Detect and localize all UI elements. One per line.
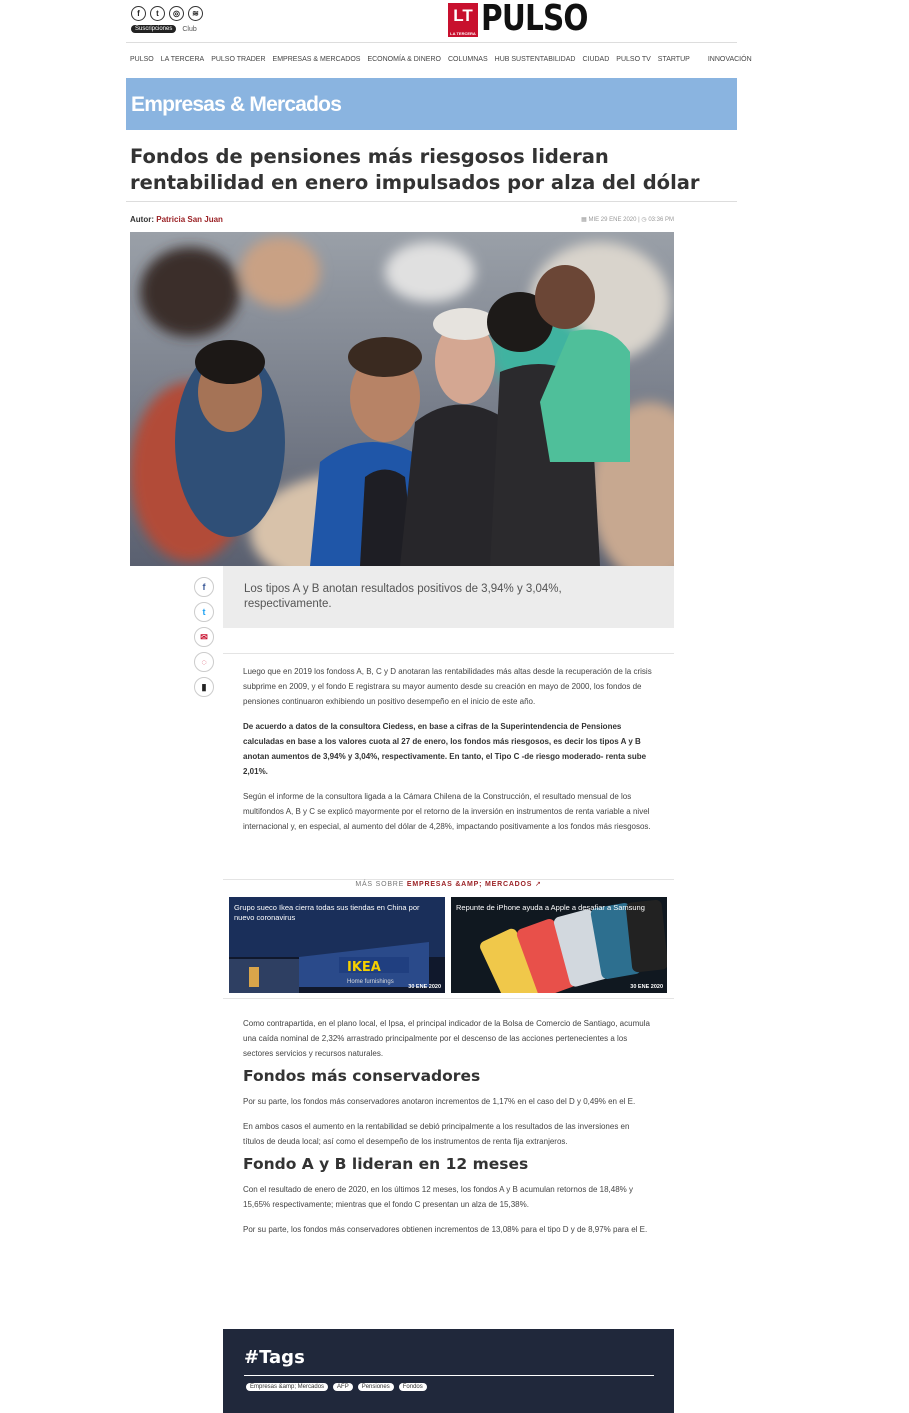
- comment-icon[interactable]: ◌: [194, 652, 214, 672]
- nav-pulso-tv[interactable]: PULSO TV: [616, 56, 651, 63]
- nav-innovacion[interactable]: INNOVACIÓN: [707, 56, 752, 63]
- lede-text: Los tipos A y B anotan resultados positivos de 3,94% y 3,04%, respectivamente.: [244, 583, 562, 610]
- nav-economia-dinero[interactable]: ECONOMÍA & DINERO: [367, 56, 441, 63]
- related-card-iphone[interactable]: [451, 897, 667, 993]
- author-label: Autor:: [130, 215, 154, 224]
- tags-title: #Tags: [244, 1347, 305, 1368]
- share-bar: [194, 577, 214, 697]
- spotify-icon[interactable]: ≋: [188, 6, 203, 21]
- paragraph: Como contrapartida, en el plano local, el Ipsa, el principal indicador de la Bolsa de Comercio de Santiago, acumula una caída nominal de 2,32% arrastrado principalmente por el descenso de las acciones pertenecientes a los sectores servicios y recursos naturales.: [243, 1019, 650, 1058]
- author-line: [130, 215, 223, 224]
- paragraph: Con el resultado de enero de 2020, en los últimos 12 meses, los fondos A y B acumulan retornos de 18,48% y 15,65% respectivamente; mientras que el fondo C presentan un alza de 15,38%.: [243, 1185, 634, 1209]
- bookmark-icon[interactable]: ▮: [194, 677, 214, 697]
- nav-ciudad[interactable]: CIUDAD: [582, 56, 610, 63]
- nav-pulso-trader[interactable]: PULSO TRADER: [211, 56, 266, 63]
- tags-list: [246, 1383, 427, 1391]
- nav-startup[interactable]: STARTUP: [657, 56, 690, 63]
- section-banner: [126, 78, 737, 130]
- paragraph: De acuerdo a datos de la consultora Ciedess, en base a cifras de la Superintendencia de Pensiones calculadas en base a los valores cuota al 27 de enero, los fondos más riesgosos, es decir los tipos A y B anotan aumentos de 3,94% y 3,04%, respectivamente. En tanto, el Tipo C -de riesgo moderado- renta sube 2,01%.: [243, 722, 647, 776]
- related-section-link[interactable]: EMPRESAS &AMP; MERCADOS: [406, 881, 533, 888]
- tag[interactable]: AFP: [333, 1383, 353, 1391]
- subscriptions-bar: [131, 25, 197, 33]
- paragraph: En ambos casos el aumento en la rentabilidad se debió principalmente a los resultados de las inversiones en títulos de deuda local; así como el desempeño de los instrumentos de renta fija extranjeros.: [243, 1122, 630, 1146]
- nav-empresas-mercados[interactable]: EMPRESAS & MERCADOS: [272, 56, 361, 63]
- article-title: Fondos de pensiones más riesgosos lideran rentabilidad en enero impulsados por alza del dólar: [130, 145, 700, 194]
- paragraph: Según el informe de la consultora ligada a la Cámara Chilena de la Construcción, el resultado mensual de los multifondos A, B y C se explicó mayormente por el retorno de la inversión en instrumentos de renta variable a nivel internacional y, en especial, al aumento del dólar de 4,28%, impactando positivamente a los fondos más riesgosos.: [243, 792, 651, 831]
- more-divider-bottom: [223, 998, 674, 999]
- lede-divider: [223, 653, 674, 654]
- tag[interactable]: Fondos: [399, 1383, 427, 1391]
- related-card-date: 30 ENE 2020: [408, 984, 441, 990]
- subheading-conservadores: Fondos más conservadores: [243, 1067, 481, 1085]
- calendar-icon: ▦: [581, 217, 587, 223]
- twitter-icon[interactable]: t: [150, 6, 165, 21]
- club-link[interactable]: Club: [182, 25, 197, 33]
- ikea-sign-sub: Home furnishings: [347, 979, 394, 985]
- related-articles: [223, 880, 674, 990]
- twitter-icon[interactable]: t: [194, 602, 214, 622]
- subscriptions-button[interactable]: Suscripciones: [131, 25, 176, 33]
- tag[interactable]: Pensiones: [358, 1383, 394, 1391]
- tags-box: [223, 1329, 674, 1413]
- instagram-icon[interactable]: ◎: [169, 6, 184, 21]
- subheading-12-meses: Fondo A y B lideran en 12 meses: [243, 1155, 529, 1173]
- paragraph: Luego que en 2019 los fondoss A, B, C y D anotaran las rentabilidades más altas desde la recuperación de la crisis subprime en 2009, y el fondo E registrara su mayor aumento desde su creación en mayo de 2000, los fondos de pensiones continuaron exhibiendo un positivo desempeño en el inicio de este año.: [243, 667, 652, 706]
- time-text: 03:36 PM: [648, 217, 674, 223]
- clock-icon: ◷: [641, 217, 647, 223]
- tags-divider: [244, 1375, 654, 1376]
- article-body-bottom: [243, 1016, 653, 1237]
- article-photo: [130, 232, 674, 566]
- main-nav: [130, 56, 759, 63]
- title-divider: [126, 201, 737, 202]
- email-icon[interactable]: ✉: [194, 627, 214, 647]
- nav-pulso[interactable]: PULSO: [130, 56, 154, 63]
- nav-la-tercera[interactable]: LA TERCERA: [160, 56, 205, 63]
- related-card-ikea[interactable]: [229, 897, 445, 993]
- social-links: [131, 6, 203, 21]
- ikea-sign: IKEA: [347, 960, 381, 975]
- facebook-icon[interactable]: f: [194, 577, 214, 597]
- nav-hub-sustentabilidad[interactable]: HUB SUSTENTABILIDAD: [494, 56, 576, 63]
- paragraph: Por su parte, los fondos más conservadores obtienen incrementos de 13,08% para el tipo D y de 8,97% para el E.: [243, 1225, 648, 1234]
- article-lede: [223, 566, 674, 628]
- crowd-photo: [130, 232, 674, 566]
- related-header: MÁS SOBRE EMPRESAS &AMP; MERCADOS ↗: [355, 881, 542, 888]
- section-title[interactable]: Empresas & Mercados: [131, 93, 342, 116]
- related-card-date: 30 ENE 2020: [630, 984, 663, 990]
- related-card-title: Grupo sueco Ikea cierra todas sus tiendas en China por nuevo coronavirus: [234, 903, 420, 922]
- paragraph: Por su parte, los fondos más conservadores anotaron incrementos de 1,17% en el caso del D y 0,49% en el E.: [243, 1097, 636, 1106]
- facebook-icon[interactable]: f: [131, 6, 146, 21]
- nav-columnas[interactable]: COLUMNAS: [447, 56, 488, 63]
- tag[interactable]: Empresas &amp; Mercados: [246, 1383, 328, 1391]
- logo-word: PULSO: [481, 0, 588, 39]
- related-card-title: Repunte de iPhone ayuda a Apple a desafiar a Samsung: [456, 903, 645, 912]
- date-text: MIE 29 ENE 2020: [588, 217, 637, 223]
- header-divider: [126, 42, 737, 43]
- pulso-logo[interactable]: [448, 1, 611, 37]
- link-icon: ↗: [535, 881, 542, 888]
- article-body-top: [243, 664, 653, 834]
- la-tercera-logo: LT LA TERCERA: [448, 3, 478, 37]
- article-date: ▦ MIE 29 ENE 2020 | ◷ 03:36 PM: [581, 217, 674, 223]
- author-name[interactable]: Patricia San Juan: [156, 215, 223, 224]
